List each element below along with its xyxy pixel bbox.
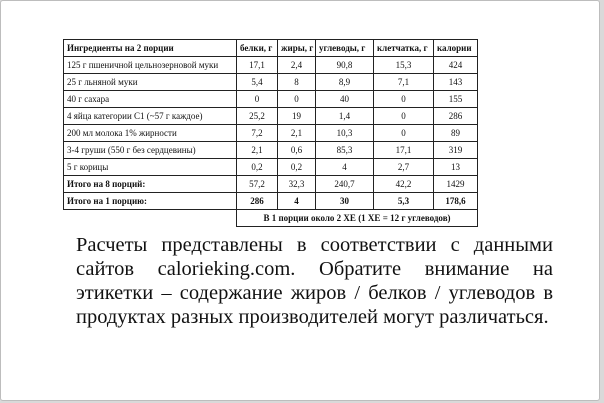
cell-calories: 89 xyxy=(434,125,478,142)
cell-calories: 286 xyxy=(434,108,478,125)
cell-fat: 2,1 xyxy=(278,125,316,142)
header-carbs: углеводы, г xyxy=(316,40,374,57)
table-row xyxy=(64,108,478,125)
cell-ingredient: 3-4 груши (550 г без сердцевины) xyxy=(64,142,237,159)
header-calories: калории xyxy=(434,40,478,57)
cell-fiber: 17,1 xyxy=(374,142,434,159)
cell-fat: 2,4 xyxy=(278,57,316,74)
cell-protein: 7,2 xyxy=(237,125,278,142)
cell-calories: 319 xyxy=(434,142,478,159)
cell-fat: 0,2 xyxy=(278,159,316,176)
cell-fiber: 15,3 xyxy=(374,57,434,74)
table-row xyxy=(64,125,478,142)
table-row-total-1 xyxy=(64,193,478,210)
table-row-total-8 xyxy=(64,176,478,193)
cell-fiber: 2,7 xyxy=(374,159,434,176)
cell-protein: 286 xyxy=(237,193,278,210)
table-row-note xyxy=(64,210,478,227)
table-row xyxy=(64,74,478,91)
cell-ingredient: 5 г корицы xyxy=(64,159,237,176)
cell-fat: 0 xyxy=(278,91,316,108)
cell-calories: 424 xyxy=(434,57,478,74)
cell-fat: 32,3 xyxy=(278,176,316,193)
cell-protein: 25,2 xyxy=(237,108,278,125)
cell-calories: 155 xyxy=(434,91,478,108)
cell-carbs: 4 xyxy=(316,159,374,176)
cell-carbs: 10,3 xyxy=(316,125,374,142)
cell-ingredient: 125 г пшеничной цельнозерновой муки xyxy=(64,57,237,74)
table-header-row xyxy=(64,40,478,57)
cell-calories: 13 xyxy=(434,159,478,176)
note-spacer xyxy=(64,210,237,227)
header-fat: жиры, г xyxy=(278,40,316,57)
cell-fiber: 0 xyxy=(374,125,434,142)
cell-fat: 0,6 xyxy=(278,142,316,159)
cell-fiber: 0 xyxy=(374,108,434,125)
cell-protein: 17,1 xyxy=(237,57,278,74)
cell-protein: 0,2 xyxy=(237,159,278,176)
cell-fiber: 7,1 xyxy=(374,74,434,91)
cell-carbs: 8,9 xyxy=(316,74,374,91)
cell-carbs: 40 xyxy=(316,91,374,108)
cell-carbs: 85,3 xyxy=(316,142,374,159)
header-protein: белки, г xyxy=(237,40,278,57)
nutrition-table xyxy=(63,39,478,227)
cell-carbs: 30 xyxy=(316,193,374,210)
cell-carbs: 1,4 xyxy=(316,108,374,125)
cell-calories: 1429 xyxy=(434,176,478,193)
table-row xyxy=(64,91,478,108)
cell-ingredient: 4 яйца категории С1 (~57 г каждое) xyxy=(64,108,237,125)
cell-carbs: 90,8 xyxy=(316,57,374,74)
cell-protein: 5,4 xyxy=(237,74,278,91)
cell-calories: 178,6 xyxy=(434,193,478,210)
cell-fiber: 42,2 xyxy=(374,176,434,193)
bread-units-note: В 1 порции около 2 ХЕ (1 ХЕ = 12 г углеводов) xyxy=(237,210,478,227)
table-row xyxy=(64,57,478,74)
cell-protein: 0 xyxy=(237,91,278,108)
cell-protein: 57,2 xyxy=(237,176,278,193)
header-fiber: клетчатка, г xyxy=(374,40,434,57)
cell-fat: 4 xyxy=(278,193,316,210)
cell-fiber: 5,3 xyxy=(374,193,434,210)
cell-total-label: Итого на 1 порцию: xyxy=(64,193,237,210)
cell-fiber: 0 xyxy=(374,91,434,108)
cell-carbs: 240,7 xyxy=(316,176,374,193)
cell-fat: 19 xyxy=(278,108,316,125)
table-row xyxy=(64,142,478,159)
cell-ingredient: 40 г сахара xyxy=(64,91,237,108)
table-row xyxy=(64,159,478,176)
cell-total-label: Итого на 8 порций: xyxy=(64,176,237,193)
cell-ingredient: 25 г льняной муки xyxy=(64,74,237,91)
cell-protein: 2,1 xyxy=(237,142,278,159)
cell-ingredient: 200 мл молока 1% жирности xyxy=(64,125,237,142)
cell-fat: 8 xyxy=(278,74,316,91)
cell-calories: 143 xyxy=(434,74,478,91)
header-ingredients: Ингредиенты на 2 порции xyxy=(64,40,237,57)
disclaimer-paragraph: Расчеты представлены в соответствии с данными сайтов calorieking.com. Обратите внимание на этикетки – содержание жиров / белков / углеводов в продуктах разных производителей могут различаться. xyxy=(76,234,553,328)
